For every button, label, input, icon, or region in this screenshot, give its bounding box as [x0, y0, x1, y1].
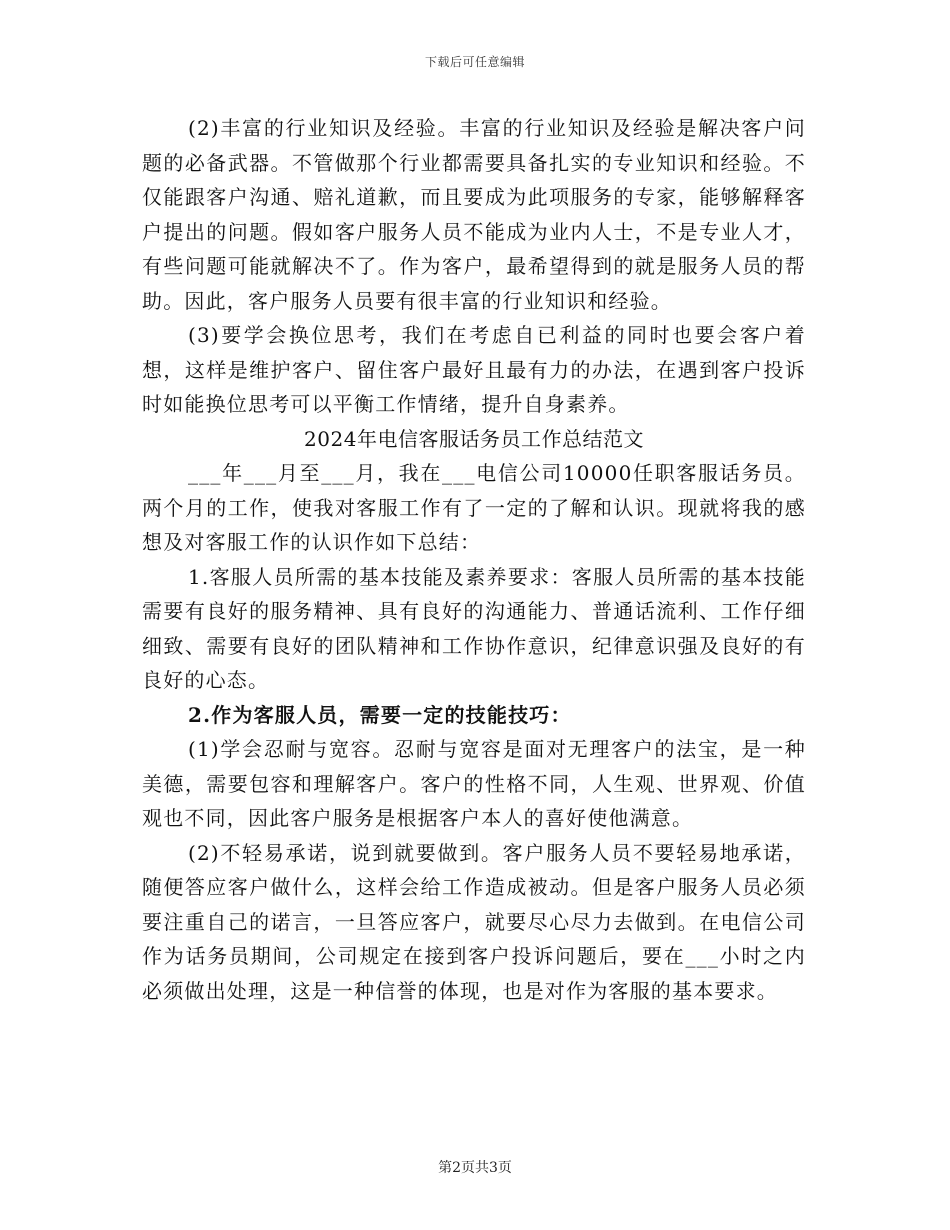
paragraph-industry-knowledge: (2)丰富的行业知识及经验。丰富的行业知识及经验是解决客户问题的必备武器。不管做那个行业都需要具备扎实的专业知识和经验。不仅能跟客户沟通、赔礼道歉，而且要成为此项服务的专家，能够解释客户提出的问题。假如客户服务人员不能成为业内人士，不是专业人才，有些问题可能就解决不了。作为客户，最希望得到的就是服务人员的帮助。因此，客户服务人员要有很丰富的行业知识和经验。 [142, 116, 806, 313]
paragraph-basic-skills: 1.客服人员所需的基本技能及素养要求：客服人员所需的基本技能需要有良好的服务精神、具有良好的沟通能力、普通话流利、工作仔细细致、需要有良好的团队精神和工作协作意识，纪律意识强及良好的有良好的心态。 [142, 564, 806, 692]
paragraph-promises: (2)不轻易承诺，说到就要做到。客户服务人员不要轻易地承诺，随便答应客户做什么，这样会给工作造成被动。但是客户服务人员必须要注重自己的诺言，一旦答应客户，就要尽心尽力去做到。在电信公司作为话务员期间，公司规定在接到客户投诉问题后，要在___小时之内必须做出处理，这是一种信誉的体现，也是对作为客服的基本要求。 [142, 840, 806, 1003]
page-header: 下载后可任意编辑 [424, 55, 525, 69]
paragraph-empathy: (3)要学会换位思考，我们在考虑自已利益的同时也要会客户着想，这样是维护客户、留住客户最好且最有力的办法，在遇到客户投诉时如能换位思考可以平衡工作情绪，提升自身素养。 [142, 323, 806, 416]
subheading-skills: 2.作为客服人员，需要一定的技能技巧： [188, 702, 572, 727]
paragraph-patience: (1)学会忍耐与宽容。忍耐与宽容是面对无理客户的法宝，是一种美德，需要包容和理解客户。客户的性格不同，人生观、世界观、价值观也不同，因此客户服务是根据客户本人的喜好使他满意。 [142, 737, 806, 830]
paragraph-intro: ___年___月至___月，我在___电信公司10000任职客服话务员。两个月的工作，使我对客服工作有了一定的了解和认识。现就将我的感想及对客服工作的认识作如下总结： [142, 461, 806, 554]
section-title: 2024年电信客服话务员工作总结范文 [304, 426, 644, 451]
page-footer: 第2页共3页 [438, 1160, 512, 1176]
document-body [142, 111, 806, 1008]
